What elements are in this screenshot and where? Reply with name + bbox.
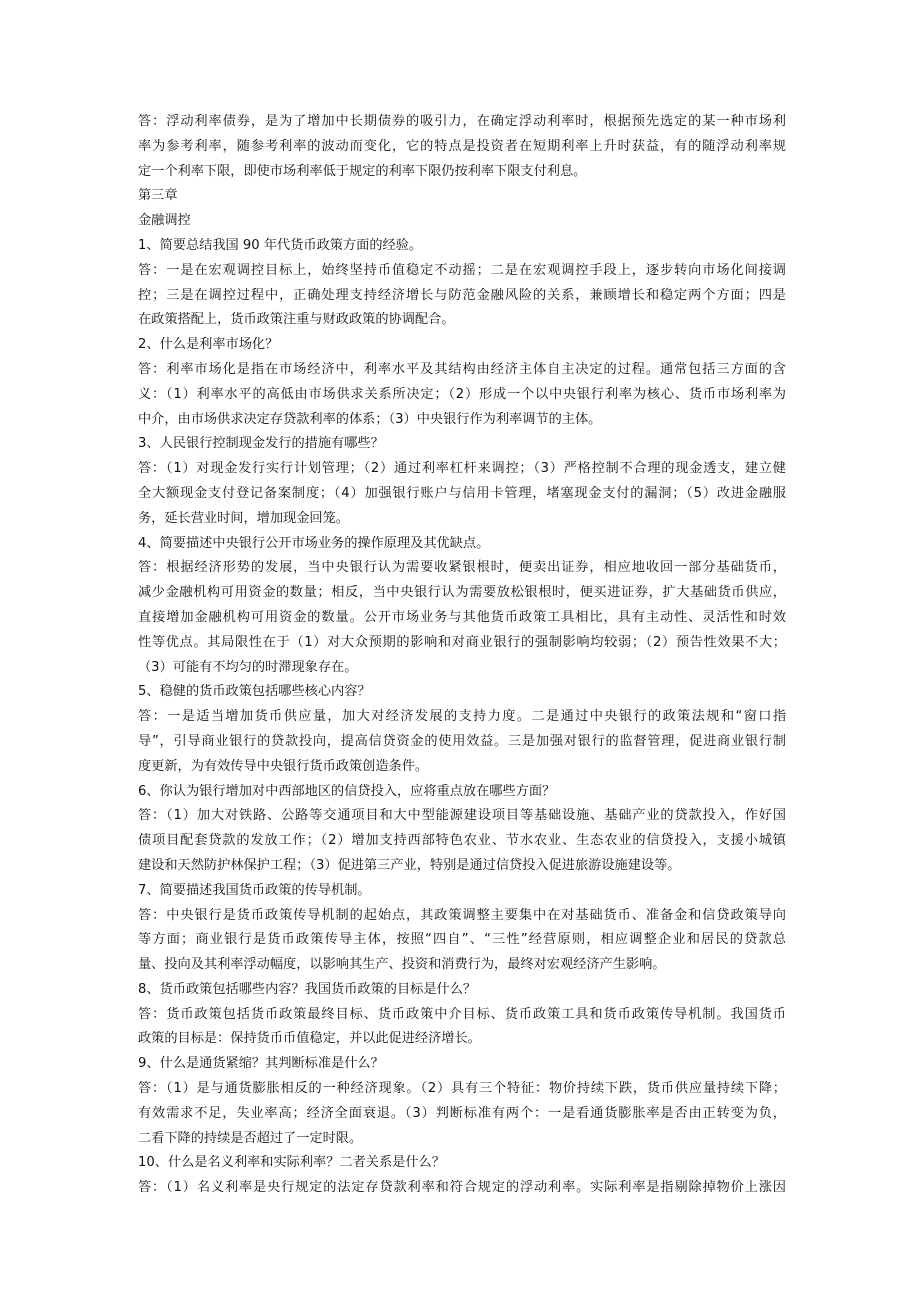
text-line: 答：（1）加大对铁路、公路等交通项目和大中型能源建设项目等基础设施、基础产业的贷款投入，作好国 xyxy=(138,808,786,824)
text-line: 答：货币政策包括货币政策最终目标、货币政策中介目标、货币政策工具和货币政策传导机制。我国货币 xyxy=(138,1006,786,1022)
text-line: 5、稳健的货币政策包括哪些核心内容？ xyxy=(138,684,371,700)
text-line: 答：（1）是与通货膨胀相反的一种经济现象。（2）具有三个特征：物价持续下跌，货币供应量持续下降； xyxy=(138,1081,786,1097)
text-line: 10、什么是名义利率和实际利率？二者关系是什么？ xyxy=(138,1155,445,1171)
text-line: 等方面；商业银行是货币政策传导主体，按照“四自”、“三性”经营原则，相应调整企业和居民的贷款总 xyxy=(138,932,786,948)
text-line: 答：中央银行是货币政策传导机制的起始点，其政策调整主要集中在对基础货币、准备金和信贷政策导向 xyxy=(138,907,786,923)
text-line: 有效需求不足，失业率高；经济全面衰退。（3）判断标准有两个：一是看通货膨胀率是否由正转变为负， xyxy=(138,1105,786,1121)
text-line: 答：利率市场化是指在市场经济中，利率水平及其结构由经济主体自主决定的过程。通常包括三方面的含 xyxy=(138,361,786,377)
text-line: 答：（1）名义利率是央行规定的法定存贷款利率和符合规定的浮动利率。实际利率是指剔除掉物价上涨因 xyxy=(138,1180,786,1196)
text-line: 直接增加金融机构可用资金的数量。公开市场业务与其他货币政策工具相比，具有主动性、灵活性和时效 xyxy=(138,609,786,625)
text-line: 率为参考利率，随参考利率的波动而变化，它的特点是投资者在短期利率上升时获益，有的随浮动利率规 xyxy=(138,138,786,154)
text-line: （3）可能有不均匀的时滞现象存在。 xyxy=(138,659,358,675)
text-line: 义：（1）利率水平的高低由市场供求关系所决定；（2）形成一个以中央银行利率为核心、货币市场利率为 xyxy=(138,386,786,402)
text-line: 减少金融机构可用资金的数量；相反，当中央银行认为需要放松银根时，便买进证券，扩大基础货币供应， xyxy=(138,585,786,601)
text-line: 7、简要描述我国货币政策的传导机制。 xyxy=(138,882,371,898)
text-line: 度更新，为有效传导中央银行货币政策创造条件。 xyxy=(138,758,429,774)
text-line: 债项目配套贷款的发放工作；（2）增加支持西部特色农业、节水农业、生态农业的信贷投入，支援小城镇 xyxy=(138,833,786,849)
text-line: 全大额现金支付登记备案制度；（4）加强银行账户与信用卡管理，堵塞现金支付的漏洞；（5）改进金融服 xyxy=(138,485,786,501)
text-line: 建设和天然防护林保护工程；（3）促进第三产业，特别是通过信贷投入促进旅游设施建设等。 xyxy=(138,857,681,873)
text-line: 答：一是在宏观调控目标上，始终坚持币值稳定不动摇；二是在宏观调控手段上，逐步转向市场化间接调 xyxy=(138,262,786,278)
text-line: 在政策搭配上，货币政策注重与财政政策的协调配合。 xyxy=(138,312,455,328)
text-line: 中介，由市场供求决定存贷款利率的体系；（3）中央银行作为利率调节的主体。 xyxy=(138,411,602,427)
text-line: 定一个利率下限，即使市场利率低于规定的利率下限仍按利率下限支付利息。 xyxy=(138,163,587,179)
text-line: 量、投向及其利率浮动幅度，以影响其生产、投资和消费行为，最终对宏观经济产生影响。 xyxy=(138,957,666,973)
text-line: 控；三是在调控过程中，正确处理支持经济增长与防范金融风险的关系，兼顾增长和稳定两个方面；四是 xyxy=(138,287,786,303)
text-line: 务，延长营业时间，增加现金回笼。 xyxy=(138,510,349,526)
text-line: 8、货币政策包括哪些内容？我国货币政策的目标是什么？ xyxy=(138,981,477,997)
text-line: 第三章 xyxy=(138,188,178,204)
text-line: 2、什么是利率市场化？ xyxy=(138,337,279,353)
text-line: 政策的目标是：保持货币币值稳定，并以此促进经济增长。 xyxy=(138,1031,481,1047)
text-line: 4、简要描述中央银行公开市场业务的操作原理及其优缺点。 xyxy=(138,535,490,551)
text-line: 答：（1）对现金发行实行计划管理；（2）通过利率杠杆来调控；（3）严格控制不合理的现金透支，建立健 xyxy=(138,461,786,477)
text-line: 答：浮动利率债券，是为了增加中长期债券的吸引力，在确定浮动利率时，根据预先选定的某一种市场利 xyxy=(138,114,786,129)
text-line: 9、什么是通货紧缩？其判断标准是什么？ xyxy=(138,1056,384,1072)
text-line: 答：一是适当增加货币供应量，加大对经济发展的支持力度。二是通过中央银行的政策法规和“窗口指 xyxy=(138,709,786,725)
text-line: 3、人民银行控制现金发行的措施有哪些？ xyxy=(138,436,384,452)
text-line: 导”，引导商业银行的贷款投向，提高信贷资金的使用效益。三是加强对银行的监督管理，促进商业银行制 xyxy=(138,733,786,749)
text-line: 1、简要总结我国 90 年代货币政策方面的经验。 xyxy=(138,237,423,253)
text-line: 答：根据经济形势的发展，当中央银行认为需要收紧银根时，便卖出证券，相应地收回一部分基础货币， xyxy=(138,560,786,576)
text-line: 二看下降的持续是否超过了一定时限。 xyxy=(138,1130,363,1146)
text-line: 性等优点。其局限性在于（1）对大众预期的影响和对商业银行的强制影响均较弱；（2）预告性效果不大； xyxy=(138,634,786,650)
document-body xyxy=(138,110,786,1201)
text-line: 6、你认为银行增加对中西部地区的信贷投入，应将重点放在哪些方面？ xyxy=(138,783,556,799)
text-line: 金融调控 xyxy=(138,213,191,229)
